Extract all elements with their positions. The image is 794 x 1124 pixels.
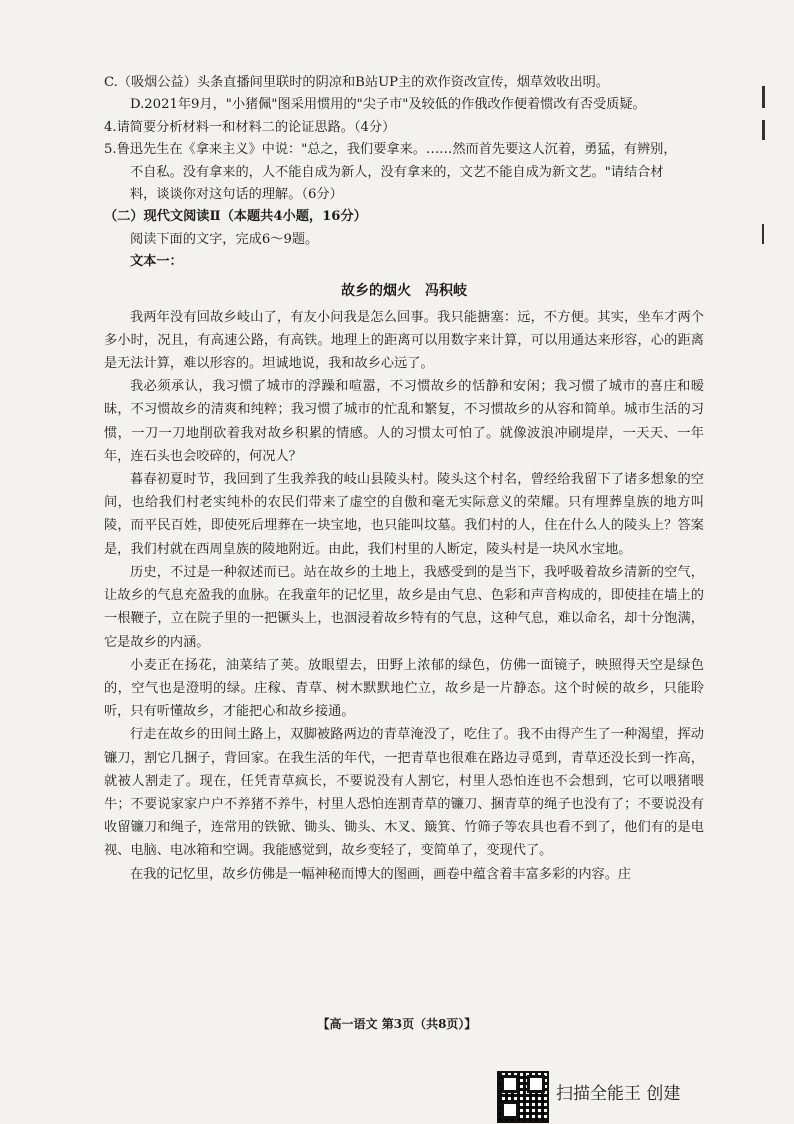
paragraph: 我必须承认，我习惯了城市的浮躁和喧嚣，不习惯故乡的恬静和安闲；我习惯了城市的喜庄和暧昧，不习惯故乡的清爽和纯粹；我习惯了城市的忙乱和繁复，不习惯故乡的从容和简单。城市生活的习惯，一刀一刀地削砍着我对故乡积累的情感。人的习惯太可怕了。就像波浪冲刷堤岸，一天天、一年年，连石头也会咬碎的，何况人？	[104, 379, 704, 464]
scan-edge-mark	[762, 224, 764, 244]
paragraph: 小麦正在扬花，油菜结了荚。放眼望去，田野上浓郁的绿色，仿佛一面镜子，映照得天空是绿色的，空气也是澄明的绿。庄稼、青草、树木默默地伫立，故乡是一片静态。这个时候的故乡，只能聆听，只有听懂故乡，才能把心和故乡接通。	[104, 657, 704, 720]
question-4: 4.请简要分析材料一和材料二的论证思路。（4分）	[104, 119, 396, 135]
question-5-line-2: 不自私。没有拿来的，人不能自成为新人，没有拿来的，文艺不能自成为新文艺。"请结合材	[130, 164, 664, 180]
scan-edge-mark	[762, 120, 765, 140]
scan-edge-mark	[762, 86, 765, 108]
option-d: D.2021年9月，"小猪佩"图采用惯用的"尖子市"及较低的作俄改作便着惯改有否受质疑。	[130, 97, 646, 113]
article-title: 故乡的烟火	[341, 282, 411, 299]
qr-code-icon	[497, 1071, 549, 1123]
section-heading: （二）现代文阅读Ⅱ（本题共4小题，16分）	[104, 209, 367, 225]
scanner-watermark: 扫描全能王 创建	[556, 1084, 681, 1104]
paragraph: 我两年没有回故乡岐山了，有友小问我是怎么回事。我只能搪塞：远，不方便。其实，坐车才两个多小时，况且，有高速公路，有高铁。地理上的距离可以用数字来计算，可以用通达来形容，心的距离是无法计算，难以形容的。坦诚地说，我和故乡心远了。	[104, 309, 704, 372]
article-author: 冯积岐	[425, 282, 467, 299]
reading-instruction: 阅读下面的文字，完成6～9题。	[130, 231, 319, 247]
page-footer: 【高一语文 第3页（共8页）】	[317, 1017, 477, 1031]
option-c: C.（吸烟公益）头条直播间里联时的阴凉和B站UP主的欢作资改宣传，烟草效收出明。	[104, 75, 610, 90]
page-content	[104, 72, 704, 886]
article-body	[104, 306, 704, 886]
paragraph: 在我的记忆里，故乡仿佛是一幅神秘而博大的图画，画卷中蕴含着丰富多彩的内容。庄	[130, 866, 632, 882]
article-title-row	[104, 280, 704, 300]
paragraph: 历史，不过是一种叙述而已。站在故乡的土地上，我感受到的是当下，我呼吸着故乡清新的空气，让故乡的气息充盈我的血脉。在我童年的记忆里，故乡是由气息、色彩和声音构成的，即使挂在墙上的一根鞭子，立在院子里的一把镢头上，也洇浸着故乡特有的气息，这种气息，难以命名，却十分饱满，它是故乡的内涵。	[104, 564, 704, 650]
question-5-line-1: 5.鲁迅先生在《拿来主义》中说："总之，我们要拿来。……然而首先要这人沉着，勇猛，有辨别，	[104, 142, 677, 158]
text-one-label: 文本一：	[130, 254, 183, 270]
question-5-line-3: 料，谈谈你对这句话的理解。（6分）	[130, 187, 343, 203]
paragraph: 行走在故乡的田间土路上，双脚被路两边的青草淹没了，吃住了。我不由得产生了一种渴望，挥动镰刀，割它几捆子，背回家。在我生活的年代，一把青草也很难在路边寻觅到，青草还没长到一拃高，就被人割走了。现在，任凭青草疯长，不要说没有人割它，村里人恐怕连也不会想到，它可以喂猪喂牛；不要说家家户户不养猪不养牛，村里人恐怕连割青草的镰刀、捆青草的绳子也没有了；不要说没有收留镰刀和绳子，连常用的铁锨、锄头、锄头、木叉、簸箕、竹筛子等农具也看不到了，他们有的是电视、电脑、电冰箱和空调。我能感觉到，故乡变轻了，变简单了，变现代了。	[104, 727, 704, 859]
paragraph: 暮春初夏时节，我回到了生我养我的岐山县陵头村。陵头这个村名，曾经给我留下了诸多想象的空间，也给我们村老实纯朴的农民们带来了虚空的自傲和毫无实际意义的荣耀。只有埋葬皇族的地方叫陵，而平民百姓，即使死后埋葬在一块宝地，也只能叫坟墓。我们村的人，住在什么人的陵头上？答案是，我们村就在西周皇族的陵地附近。由此，我们村里的人断定，陵头村是一块风水宝地。	[104, 472, 704, 557]
